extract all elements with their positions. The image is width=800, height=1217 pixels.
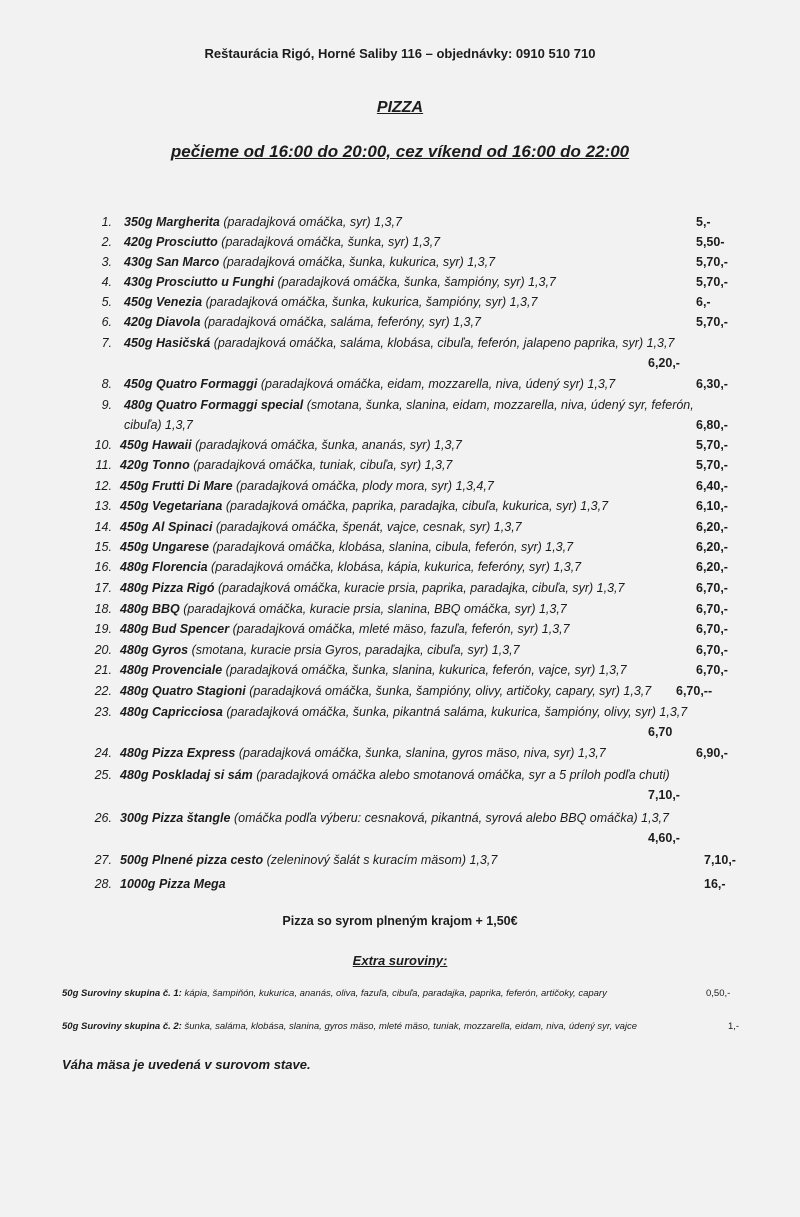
item-number: 4. [101, 275, 112, 289]
extra-group-name: 50g Suroviny skupina č. 2: [62, 1021, 182, 1032]
menu-item [0, 643, 800, 663]
item-description [120, 877, 226, 891]
item-number: 26. [94, 811, 112, 825]
item-description [124, 255, 495, 269]
item-price: 5,70,- [696, 458, 728, 472]
item-price: 5,50- [696, 235, 725, 249]
menu-item [0, 811, 800, 845]
item-ingredients: (paradajková omáčka, šunka, syr) 1,3,7 [221, 235, 441, 249]
item-ingredients: (smotana, kuracie prsia Gyros, paradajka, cibuľa, syr) 1,3,7 [191, 643, 520, 657]
item-price: 6,- [696, 295, 711, 309]
item-ingredients: (paradajková omáčka, kuracie prsia, paprika, paradajka, cibuľa, syr) 1,3,7 [217, 581, 625, 595]
item-description [124, 275, 556, 289]
menu-item [0, 499, 800, 519]
item-description [124, 215, 402, 229]
item-name: Ungarese [151, 540, 209, 554]
restaurant-header: Reštaurácia Rigó, Horné Saliby 116 – objednávky: 0910 510 710 [204, 46, 596, 61]
item-number: 1. [101, 215, 112, 229]
item-description [120, 540, 573, 554]
item-price: 7,10,- [648, 788, 680, 802]
item-weight: 420g [120, 458, 149, 472]
item-number: 22. [94, 684, 112, 698]
item-ingredients: (paradajková omáčka, mleté mäso, fazuľa, feferón, syr) 1,3,7 [232, 622, 570, 636]
item-name: Florencia [151, 560, 208, 574]
item-number: 7. [101, 336, 112, 350]
item-name: Pizza štangle [151, 811, 231, 825]
item-weight: 450g [120, 438, 149, 452]
item-number: 28. [94, 877, 112, 891]
menu-item [0, 458, 800, 478]
item-name: Quatro Stagioni [151, 684, 246, 698]
menu-item [0, 560, 800, 580]
item-weight: 430g [124, 275, 153, 289]
item-number: 19. [94, 622, 112, 636]
extra-group-2 [62, 1021, 792, 1032]
item-number: 5. [101, 295, 112, 309]
item-description [120, 768, 670, 782]
item-weight: 1000g [120, 877, 156, 891]
item-name: Frutti Di Mare [151, 479, 233, 493]
item-ingredients: (paradajková omáčka, saláma, feferóny, syr) 1,3,7 [203, 315, 481, 329]
item-number: 2. [101, 235, 112, 249]
item-weight: 480g [120, 560, 149, 574]
item-ingredients: (paradajková omáčka, klobása, slanina, cibula, feferón, syr) 1,3,7 [212, 540, 574, 554]
item-weight: 480g [120, 684, 149, 698]
item-number: 12. [94, 479, 112, 493]
item-description [120, 499, 608, 513]
item-ingredients: (smotana, šunka, slanina, eidam, mozzarella, niva, údený syr, feferón, [306, 398, 694, 412]
item-description [124, 398, 694, 412]
item-name: Provenciale [151, 663, 223, 677]
item-price: 6,70,- [696, 643, 728, 657]
item-number: 25. [94, 768, 112, 782]
menu-item [0, 684, 800, 704]
item-price: 16,- [704, 877, 726, 891]
item-ingredients: (paradajková omáčka, šunka, pikantná saláma, kukurica, šampióny, olivy, syr) 1,3,7 [226, 705, 688, 719]
item-name: Plnené pizza cesto [151, 853, 264, 867]
menu-item [0, 377, 800, 397]
item-number: 18. [94, 602, 112, 616]
item-number: 14. [94, 520, 112, 534]
item-ingredients: (paradajková omáčka alebo smotanová omáčka, syr a 5 príloh podľa chuti) [256, 768, 670, 782]
menu-item [0, 877, 800, 897]
item-weight: 300g [120, 811, 149, 825]
item-number: 8. [101, 377, 112, 391]
item-number: 16. [94, 560, 112, 574]
menu-item [0, 479, 800, 499]
item-ingredients: (paradajková omáčka, plody mora, syr) 1,3,4,7 [236, 479, 494, 493]
menu-item [0, 853, 800, 873]
item-weight: 480g [120, 643, 149, 657]
item-name: Margherita [155, 215, 220, 229]
item-name: Quatro Formaggi [155, 377, 258, 391]
item-price: 6,70,-- [676, 684, 713, 698]
item-description [120, 581, 624, 595]
item-description [120, 684, 651, 698]
item-weight: 420g [124, 235, 153, 249]
item-weight: 450g [120, 520, 149, 534]
item-ingredients: (paradajková omáčka, eidam, mozzarella, niva, údený syr) 1,3,7 [260, 377, 616, 391]
item-description [120, 746, 606, 760]
item-price: 5,70,- [696, 438, 728, 452]
item-price: 6,70 [648, 725, 673, 739]
extra-group-price: 0,50,- [706, 988, 731, 999]
item-ingredients: (paradajková omáčka, šunka, slanina, kukurica, feferón, vajce, syr) 1,3,7 [225, 663, 627, 677]
item-weight: 480g [120, 602, 149, 616]
menu-item [0, 540, 800, 560]
menu-item [0, 235, 800, 255]
item-description [120, 853, 497, 867]
item-weight: 480g [120, 663, 149, 677]
item-weight: 500g [120, 853, 149, 867]
item-ingredients: (paradajková omáčka, syr) 1,3,7 [223, 215, 402, 229]
item-weight: 420g [124, 315, 153, 329]
baking-hours: pečieme od 16:00 do 20:00, cez víkend od 16:00 do 22:00 [170, 142, 630, 161]
menu-item [0, 215, 800, 235]
item-name: Capricciosa [151, 705, 223, 719]
item-name: Tonno [151, 458, 190, 472]
item-price: 6,90,- [696, 746, 728, 760]
item-number: 17. [94, 581, 112, 595]
item-ingredients: (paradajková omáčka, saláma, klobása, cibuľa, feferón, jalapeno paprika, syr) 1,3,7 [213, 336, 675, 350]
item-price: 5,70,- [696, 255, 728, 269]
item-description [120, 438, 462, 452]
item-weight: 480g [120, 746, 149, 760]
item-weight: 480g [120, 622, 149, 636]
item-name: Prosciutto [155, 235, 218, 249]
item-price: 5,- [696, 215, 711, 229]
item-number: 10. [94, 438, 112, 452]
item-description [120, 458, 452, 472]
menu-item [0, 768, 800, 802]
item-number: 6. [101, 315, 112, 329]
item-description [120, 560, 581, 574]
item-price: 6,10,- [696, 499, 728, 513]
item-description [120, 479, 494, 493]
menu-item [0, 622, 800, 642]
item-price: 7,10,- [704, 853, 736, 867]
item-weight: 480g [120, 705, 149, 719]
item-description [124, 295, 537, 309]
item-ingredients: (paradajková omáčka, šunka, šampióny, syr) 1,3,7 [277, 275, 556, 289]
menu-item [0, 663, 800, 683]
item-name: Hasičská [155, 336, 211, 350]
item-description [124, 336, 674, 350]
menu-item [0, 295, 800, 315]
item-weight: 450g [120, 499, 149, 513]
item-description [124, 235, 440, 249]
item-number: 15. [94, 540, 112, 554]
item-number: 23. [94, 705, 112, 719]
menu-item [0, 255, 800, 275]
item-name: Vegetariana [151, 499, 223, 513]
menu-item [0, 705, 800, 739]
item-ingredients: (paradajková omáčka, šunka, šampióny, olivy, artičoky, capary, syr) 1,3,7 [249, 684, 652, 698]
extra-group-price: 1,- [728, 1021, 740, 1032]
stuffed-crust-note: Pizza so syrom plneným krajom + 1,50€ [282, 914, 518, 928]
extra-ingredients-title: Extra suroviny: [352, 953, 448, 968]
item-description [120, 643, 520, 657]
item-price: 6,20,- [696, 540, 728, 554]
item-ingredients: (omáčka podľa výberu: cesnaková, pikantná, syrová alebo BBQ omáčka) 1,3,7 [233, 811, 669, 825]
item-price: 5,70,- [696, 315, 728, 329]
item-name: Pizza Express [151, 746, 236, 760]
item-name: Quatro Formaggi special [155, 398, 304, 412]
item-description [120, 622, 570, 636]
item-weight: 430g [124, 255, 153, 269]
item-number: 20. [94, 643, 112, 657]
menu-item [0, 315, 800, 335]
item-ingredients: (zeleninový šalát s kuracím mäsom) 1,3,7 [266, 853, 498, 867]
item-price: 6,70,- [696, 602, 728, 616]
item-price: 6,70,- [696, 622, 728, 636]
item-number: 13. [94, 499, 112, 513]
item-weight: 480g [120, 768, 149, 782]
item-name: Diavola [155, 315, 201, 329]
item-number: 11. [95, 458, 112, 472]
item-number: 9. [101, 398, 112, 412]
item-weight: 450g [120, 479, 149, 493]
menu-item [0, 581, 800, 601]
extra-group-1 [62, 988, 792, 999]
item-description [120, 520, 522, 534]
item-ingredients: (paradajková omáčka, šunka, ananás, syr) 1,3,7 [195, 438, 462, 452]
item-name: Prosciutto u Funghi [155, 275, 275, 289]
item-ingredients: (paradajková omáčka, šunka, slanina, gyros mäso, niva, syr) 1,3,7 [238, 746, 606, 760]
item-weight: 450g [124, 336, 153, 350]
menu-item [0, 336, 800, 370]
item-description [120, 602, 567, 616]
menu-item [0, 520, 800, 540]
menu-item [0, 275, 800, 295]
item-ingredients: (paradajková omáčka, kuracie prsia, slanina, BBQ omáčka, syr) 1,3,7 [183, 602, 567, 616]
item-ingredients: (paradajková omáčka, klobása, kápia, kukurica, feferóny, syr) 1,3,7 [211, 560, 582, 574]
item-price: 4,60,- [648, 831, 680, 845]
item-number: 24. [94, 746, 112, 760]
item-price: 6,20,- [648, 356, 680, 370]
item-price: 6,20,- [696, 520, 728, 534]
menu-item [0, 746, 800, 766]
item-description [120, 705, 687, 719]
item-ingredients: (paradajková omáčka, tuniak, cibuľa, syr) 1,3,7 [193, 458, 453, 472]
item-weight: 450g [124, 377, 153, 391]
item-price: 6,20,- [696, 560, 728, 574]
item-name: Gyros [151, 643, 189, 657]
item-weight: 480g [124, 398, 153, 412]
item-name: BBQ [151, 602, 180, 616]
item-weight: 480g [120, 581, 149, 595]
item-ingredients: (paradajková omáčka, špenát, vajce, cesnak, syr) 1,3,7 [215, 520, 522, 534]
item-name: Al Spinaci [151, 520, 213, 534]
item-name: San Marco [155, 255, 220, 269]
extra-group-name: 50g Suroviny skupina č. 1: [62, 988, 182, 999]
item-weight: 350g [124, 215, 153, 229]
extra-group-list: kápia, šampiňón, kukurica, ananás, oliva, fazuľa, cibuľa, paradajka, paprika, feferón, artičoky, capary [184, 988, 607, 999]
menu-item [0, 438, 800, 458]
item-name: Bud Spencer [151, 622, 230, 636]
menu-item [0, 602, 800, 622]
menu-item [0, 398, 800, 432]
item-price: 6,80,- [696, 418, 728, 432]
item-weight: 450g [120, 540, 149, 554]
item-description [124, 315, 481, 329]
item-number: 3. [101, 255, 112, 269]
item-number: 27. [94, 853, 112, 867]
meat-weight-note: Váha mäsa je uvedená v surovom stave. [62, 1057, 311, 1072]
item-name: Poskladaj si sám [151, 768, 253, 782]
item-weight: 450g [124, 295, 153, 309]
item-price: 6,30,- [696, 377, 728, 391]
item-price: 6,70,- [696, 663, 728, 677]
item-number: 21. [94, 663, 112, 677]
item-ingredients: (paradajková omáčka, paprika, paradajka, cibuľa, kukurica, syr) 1,3,7 [225, 499, 609, 513]
extra-group-list: šunka, saláma, klobása, slanina, gyros mäso, mleté mäso, tuniak, mozzarella, eidam, niva, údený syr, vajce [184, 1021, 638, 1032]
item-name: Pizza Mega [158, 877, 226, 891]
item-ingredients: (paradajková omáčka, šunka, kukurica, šampióny, syr) 1,3,7 [205, 295, 538, 309]
item-ingredients-continued: cibuľa) 1,3,7 [124, 418, 193, 432]
item-name: Venezia [155, 295, 203, 309]
item-price: 6,40,- [696, 479, 728, 493]
menu-title: PIZZA [376, 99, 424, 116]
item-price: 6,70,- [696, 581, 728, 595]
item-name: Pizza Rigó [151, 581, 215, 595]
item-description [124, 377, 615, 391]
item-price: 5,70,- [696, 275, 728, 289]
item-description [120, 663, 627, 677]
item-ingredients: (paradajková omáčka, šunka, kukurica, syr) 1,3,7 [222, 255, 496, 269]
item-name: Hawaii [151, 438, 192, 452]
item-description [120, 811, 669, 825]
